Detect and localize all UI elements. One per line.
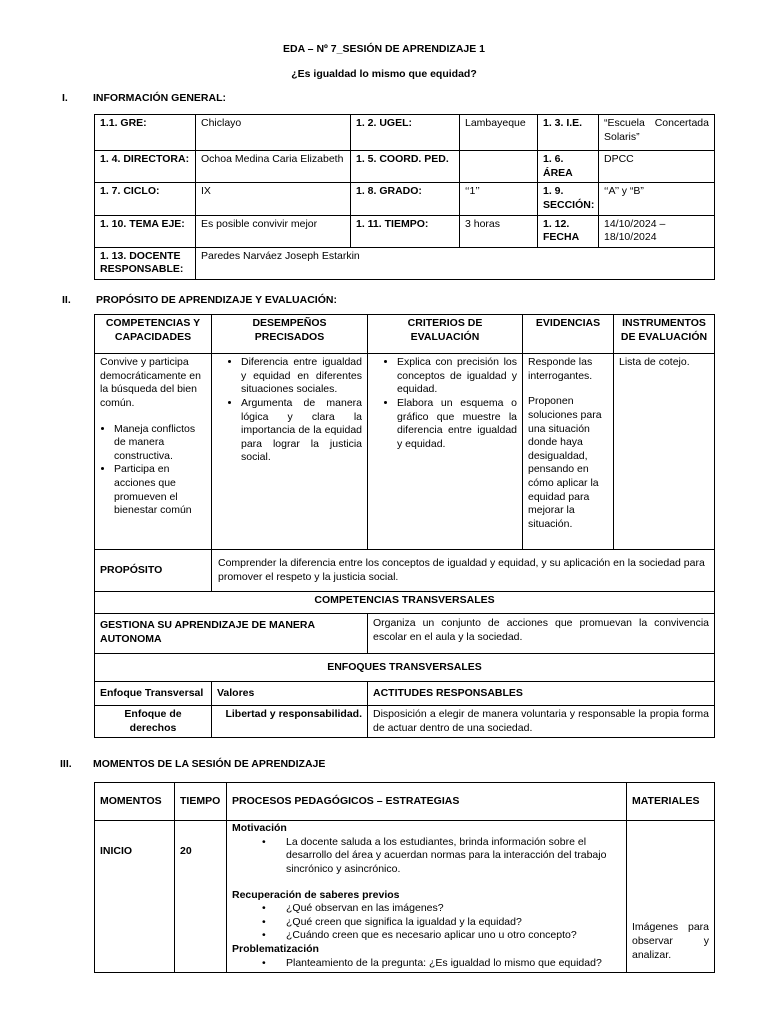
- gestiona-text: Organiza un conjunto de acciones que promuevan la convivencia escolar en el aula y la sociedad.: [368, 614, 715, 654]
- table-row: [95, 821, 715, 973]
- enfoque-column-header: Enfoque Transversal: [95, 682, 212, 706]
- evidencia-text-1: Responde las interrogantes.: [528, 356, 593, 382]
- section1-number: I.: [62, 92, 68, 104]
- tiempo-value: 3 horas: [460, 215, 538, 247]
- competencia-text: Convive y participa democráticamente en la búsqueda del bien común.: [100, 356, 201, 409]
- fecha-label: 1. 12. FECHA: [538, 215, 599, 247]
- header-competencias: COMPETENCIAS Y CAPACIDADES: [95, 315, 212, 354]
- grado-value: ‘‘1’’: [460, 183, 538, 215]
- session-moments-table: [94, 782, 715, 973]
- problematizacion-title: Problematización: [232, 943, 319, 956]
- table-row: [95, 706, 715, 738]
- motivacion-title: Motivación: [232, 822, 287, 834]
- table-row: [95, 183, 715, 215]
- competencias-transversales-title: COMPETENCIAS TRANSVERSALES: [95, 592, 715, 614]
- gre-label: 1.1. GRE:: [95, 115, 196, 151]
- header-desempenos: DESEMPEÑOS PRECISADOS: [212, 315, 368, 354]
- table-row: [95, 654, 715, 682]
- header-tiempo: TIEMPO: [175, 783, 227, 821]
- problematizacion-list: [262, 957, 621, 971]
- section2-number: II.: [62, 294, 71, 306]
- table-row: [95, 247, 715, 279]
- tiempo-inicio: 20: [175, 821, 227, 973]
- saberes-title: Recuperación de saberes previos: [232, 888, 400, 901]
- header-evidencias: EVIDENCIAS: [523, 315, 614, 354]
- instrumento-cell: Lista de cotejo.: [614, 354, 715, 550]
- grado-label: 1. 8. GRADO:: [351, 183, 460, 215]
- list-item: • Diferencia entre igualdad y equidad en diferentes situaciones sociales.: [241, 356, 362, 397]
- table-row: [95, 682, 715, 706]
- list-item: • ¿Qué creen que significa la igualdad y la equidad?: [286, 916, 621, 930]
- header-procesos: PROCESOS PEDAGÓGICOS – ESTRATEGIAS: [227, 783, 627, 821]
- gre-value: Chiclayo: [196, 115, 351, 151]
- list-item: • Elabora un esquema o gráfico que muestre la diferencia entre igualdad y equidad.: [397, 397, 517, 452]
- section3-number: III.: [60, 758, 72, 770]
- directora-label: 1. 4. DIRECTORA:: [95, 151, 196, 183]
- ugel-value: Lambayeque: [460, 115, 538, 151]
- motivacion-list: [262, 836, 621, 877]
- valores-column-header: Valores: [212, 682, 368, 706]
- area-label: 1. 6. ÁREA: [538, 151, 599, 183]
- document-question: ¿Es igualdad lo mismo que equidad?: [291, 68, 477, 80]
- ciclo-value: IX: [196, 183, 351, 215]
- evidencias-cell: [523, 354, 614, 550]
- list-item: • Maneja conflictos de manera constructiva.: [114, 423, 206, 464]
- list-item: • ¿Qué observan en las imágenes?: [286, 902, 621, 916]
- materiales-cell: Imágenes para observar y analizar.: [627, 821, 715, 973]
- tema-value: Es posible convivir mejor: [196, 215, 351, 247]
- list-item: • ¿Cuándo creen que es necesario aplicar uno u otro concepto?: [286, 929, 621, 943]
- table-row: [95, 614, 715, 654]
- document-title: EDA – Nº 7_SESIÓN DE APRENDIZAJE 1: [282, 43, 486, 55]
- enfoques-transversales-title: ENFOQUES TRANSVERSALES: [95, 654, 715, 682]
- docente-value: Paredes Narváez Joseph Estarkin: [196, 247, 715, 279]
- table-row: [95, 215, 715, 247]
- proposito-text: Comprender la diferencia entre los conceptos de igualdad y equidad, y su aplicación en la sociedad para promover el respeto y la justicia social.: [212, 550, 715, 592]
- actitudes-column-header: ACTITUDES RESPONSABLES: [368, 682, 715, 706]
- header-materiales: MATERIALES: [627, 783, 715, 821]
- directora-value: Ochoa Medina Caria Elizabeth: [196, 151, 351, 183]
- competencias-cell: [95, 354, 212, 550]
- list-item: • La docente saluda a los estudiantes, brinda información sobre el desarrollo del área y acuerdan normas para la interacción del trabajo sincrónico y asincrónico.: [286, 836, 621, 877]
- ugel-label: 1. 2. UGEL:: [351, 115, 460, 151]
- coord-value: [460, 151, 538, 183]
- capacidades-list: [100, 423, 206, 518]
- ie-value: “Escuela Concertada Solaris”: [599, 115, 715, 151]
- criterios-cell: [368, 354, 523, 550]
- header-momentos: MOMENTOS: [95, 783, 175, 821]
- desempenos-cell: [212, 354, 368, 550]
- area-value: DPCC: [599, 151, 715, 183]
- table-row: [95, 315, 715, 354]
- enfoque-value: Enfoque de derechos: [95, 706, 212, 738]
- gestiona-label: GESTIONA SU APRENDIZAJE DE MANERA AUTONOMA: [95, 614, 368, 654]
- seccion-label: 1. 9. SECCIÓN:: [538, 183, 599, 215]
- tiempo-label: 1. 11. TIEMPO:: [351, 215, 460, 247]
- table-row: [95, 783, 715, 821]
- section2-title: PROPÓSITO DE APRENDIZAJE Y EVALUACIÓN:: [96, 294, 337, 306]
- desempenos-list: [217, 356, 362, 465]
- evidencia-text-2: Proponen soluciones para una situación donde haya desigualdad, pensando en cómo aplicar la equidad para mejorar la situación.: [528, 395, 602, 531]
- procesos-cell: [227, 821, 627, 973]
- list-item: • Argumenta de manera lógica y clara la importancia de la equidad para lograr la justicia social.: [241, 397, 362, 465]
- ciclo-label: 1. 7. CICLO:: [95, 183, 196, 215]
- list-item: • Explica con precisión los conceptos de igualdad y equidad.: [397, 356, 517, 397]
- valor-value: Libertad y responsabilidad.: [212, 706, 368, 738]
- purpose-evaluation-table: [94, 314, 715, 738]
- saberes-list: [262, 902, 621, 943]
- ie-label: 1. 3. I.E.: [538, 115, 599, 151]
- proposito-label: PROPÓSITO: [95, 550, 212, 592]
- docente-label: 1. 13. DOCENTE RESPONSABLE:: [95, 247, 196, 279]
- coord-label: 1. 5. COORD. PED.: [351, 151, 460, 183]
- actitud-value: Disposición a elegir de manera voluntaria y responsable la propia forma de actuar dentro de una sociedad.: [368, 706, 715, 738]
- table-row: [95, 115, 715, 151]
- table-row: [95, 550, 715, 592]
- seccion-value: ‘‘A’’ y “B”: [599, 183, 715, 215]
- header-criterios: CRITERIOS DE EVALUACIÓN: [368, 315, 523, 354]
- table-row: [95, 592, 715, 614]
- momento-inicio: INICIO: [95, 821, 175, 973]
- general-info-table: [94, 114, 715, 280]
- fecha-value: 14/10/2024 – 18/10/2024: [599, 215, 715, 247]
- table-row: [95, 151, 715, 183]
- header-instrumentos: INSTRUMENTOS DE EVALUACIÓN: [614, 315, 715, 354]
- tema-label: 1. 10. TEMA EJE:: [95, 215, 196, 247]
- section3-title: MOMENTOS DE LA SESIÓN DE APRENDIZAJE: [93, 758, 326, 770]
- section1-title: INFORMACIÓN GENERAL:: [93, 92, 226, 104]
- table-row: [95, 354, 715, 550]
- list-item: • Participa en acciones que promueven el bienestar común: [114, 463, 206, 518]
- list-item: • Planteamiento de la pregunta: ¿Es igualdad lo mismo que equidad?: [286, 957, 621, 971]
- criterios-list: [373, 356, 517, 451]
